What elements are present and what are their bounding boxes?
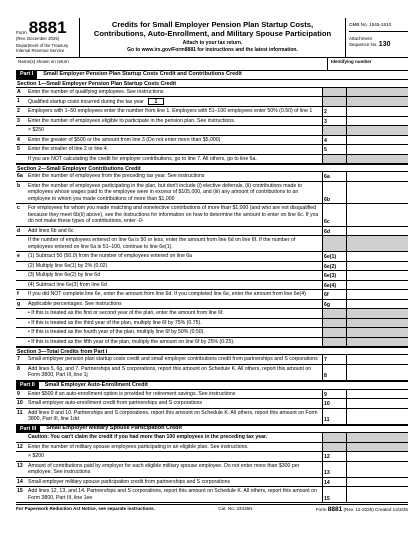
amount-field[interactable] xyxy=(346,390,408,399)
form-line xyxy=(16,88,408,98)
line-description: Add lines 12, 13, and 14. Partnerships and S corporations, report this amount on Schedule K. All others, report this amount on Form 3800, Part III, line 1ee xyxy=(28,488,317,501)
form-line xyxy=(16,117,408,127)
line-description: × $250 xyxy=(28,127,45,134)
amount-field[interactable] xyxy=(346,300,408,309)
line-description: (3) Multiply line 6e(2) by line 6d xyxy=(28,272,101,279)
part2-lines xyxy=(16,390,408,425)
form-line xyxy=(16,390,408,400)
part3-title: Small Employer Military Spouse Participation Credit xyxy=(46,425,182,432)
line-text xyxy=(28,443,322,452)
line-ref-box xyxy=(322,97,346,106)
amount-field[interactable] xyxy=(346,452,408,461)
amount-field[interactable] xyxy=(346,107,408,116)
form-header xyxy=(16,18,408,58)
line-number: c xyxy=(17,205,20,212)
line-text xyxy=(28,204,322,226)
name-row xyxy=(16,58,408,71)
amount-field xyxy=(346,328,408,337)
form-title-line2: Contributions, Auto-Enrollment, and Military Spouse Participation xyxy=(93,29,332,39)
name-field[interactable]: Name(s) shown on return xyxy=(16,58,328,70)
line-description: Small employer pension plan startup costs credit and small employer contributions credit from partnerships and S corporations xyxy=(28,356,318,363)
line-description: Enter the number of employees eligible to participate in the pension plan. See instructions. xyxy=(28,117,236,124)
line-ref-box xyxy=(322,443,346,452)
form-line xyxy=(16,319,408,329)
amount-field[interactable] xyxy=(346,204,408,226)
line-ref-box: 6f xyxy=(322,290,346,299)
form-line xyxy=(16,300,408,310)
amount-field xyxy=(346,443,408,452)
line-number: f xyxy=(17,291,19,298)
line-description: Qualified startup costs incurred during the tax year xyxy=(28,98,144,105)
line-ref-box: 13 xyxy=(322,462,346,477)
form-line xyxy=(16,136,408,146)
amount-field[interactable] xyxy=(346,252,408,261)
amount-field[interactable] xyxy=(346,399,408,408)
line-description: • If this is treated as the first or second year of the plan, enter the amount from line 6f. xyxy=(28,310,224,317)
line-text xyxy=(28,300,322,309)
attachment-label: Attachment xyxy=(349,36,372,41)
form-line xyxy=(16,328,408,338)
line-text xyxy=(28,117,322,126)
line-description: × $200 xyxy=(28,453,45,460)
form-line xyxy=(16,155,408,165)
line-description: Enter the greater of $500 or the amount from line 3 (Do not enter more than $5,000) xyxy=(28,136,221,143)
line-number: d xyxy=(17,227,21,234)
attachment-sequence xyxy=(349,32,408,50)
amount-field xyxy=(346,319,408,328)
line-description: Add lines 6b and 6c xyxy=(28,227,74,234)
line-number xyxy=(16,126,28,135)
line-description: • If this is treated as the fourth year of the plan, multiply line 6f by 50% (0.50). xyxy=(28,329,205,336)
line-description: Enter the smaller of line 2 or line 4. xyxy=(28,146,109,153)
line-text xyxy=(28,182,322,204)
line-ref-box xyxy=(322,236,346,251)
form-line xyxy=(16,145,408,155)
line-description: If you are NOT calculating the credit for employer contributions, go to line 7. All others, go to line 6a. xyxy=(28,155,257,162)
line-number: 15 xyxy=(17,488,23,495)
amount-field[interactable] xyxy=(346,478,408,487)
form-line xyxy=(16,126,408,136)
line-text xyxy=(28,145,322,154)
part1-title: Small Employer Pension Plan Startup Costs Credit and Contributions Credit xyxy=(43,71,242,78)
line-ref-box: 6e(2) xyxy=(322,262,346,271)
line-ref-box: 7 xyxy=(322,355,346,364)
form-line xyxy=(16,172,408,182)
line-text xyxy=(28,97,322,106)
line-ref-box: 6c xyxy=(322,204,346,226)
line-number xyxy=(16,262,28,271)
line-number xyxy=(16,433,28,442)
line-text xyxy=(28,328,322,337)
line-ref-box: 14 xyxy=(322,478,346,487)
form-title-line1: Credits for Small Employer Pension Plan Startup Costs, xyxy=(111,20,314,29)
line-ref-box xyxy=(322,328,346,337)
line-number xyxy=(16,328,28,337)
line-ref-box: 6d xyxy=(322,227,346,236)
line-description: Enter the number of qualifying employees. See instructions xyxy=(28,88,164,95)
line-number xyxy=(16,281,28,290)
section3-title: Section 3—Total Credits from Part I xyxy=(16,347,408,355)
line-text xyxy=(28,399,322,408)
sequence-number: 130 xyxy=(378,41,391,49)
section1-lines xyxy=(16,88,408,165)
amount-field[interactable] xyxy=(346,271,408,280)
line-ref-box: 6e(3) xyxy=(322,271,346,280)
line-number: 14 xyxy=(17,478,23,485)
line-number: 7 xyxy=(17,356,20,363)
line-ref-box: 11 xyxy=(322,409,346,424)
form-line xyxy=(16,97,408,107)
amount-field[interactable] xyxy=(346,487,408,502)
line-description: Caution: You can't claim the credit if you had more than 100 employees in the preceding tax year. xyxy=(28,434,268,441)
form-title-block xyxy=(80,18,346,57)
line-description: Add lines 5, 6g, and 7. Partnerships and S corporations, report this amount on Schedule K. All others, report this amount on Form 3800, Part III, line 1j xyxy=(28,365,312,379)
paperwork-notice: For Paperwork Reduction Act Notice, see separate instructions. xyxy=(16,506,155,512)
goto-note: Go to www.irs.gov/Form8881 for instructions and the latest information. xyxy=(127,47,298,54)
line-text xyxy=(28,355,322,364)
line-description: (4) Subtract line 6e(3) from line 6d xyxy=(28,281,107,288)
footer-revision: (Rev. 12-2025) Created 12/3/25 xyxy=(343,507,408,513)
form-line xyxy=(16,443,408,453)
form-line xyxy=(16,452,408,462)
line-text xyxy=(28,107,322,116)
amount-field[interactable] xyxy=(346,136,408,145)
line-description: Small employer auto-enrollment credit from partnerships and S corporations xyxy=(28,400,203,407)
line-number: 12 xyxy=(17,443,23,450)
section3-lines xyxy=(16,355,408,381)
part2-header xyxy=(16,381,408,390)
line-number: 2 xyxy=(17,108,20,115)
line-description: Add lines 9 and 10. Partnerships and S corporations, report this amount on Schedule K. All others, report this amount on Form 3800, Part III, line 1dd xyxy=(28,409,318,423)
line-ref-box: 12 xyxy=(322,452,346,461)
line-number: 9 xyxy=(17,390,20,397)
identifying-number-field[interactable]: Identifying number xyxy=(331,59,372,64)
line-text xyxy=(28,338,322,347)
amount-field[interactable] xyxy=(346,227,408,236)
amount-field xyxy=(346,236,408,251)
footer-form-number: 8881 xyxy=(327,506,343,514)
line-number xyxy=(16,271,28,280)
line-text xyxy=(28,227,322,236)
amount-field xyxy=(346,309,408,318)
attach-note: Attach to your tax return. xyxy=(182,40,243,47)
line-number: g xyxy=(17,300,21,307)
line-ref-box xyxy=(322,155,346,164)
catalog-number: Cat. No. 33435N xyxy=(218,506,253,512)
line-ref-box: 3 xyxy=(322,117,346,126)
form-line xyxy=(16,365,408,381)
line-text xyxy=(28,88,322,97)
form-word: Form xyxy=(16,30,27,36)
line-description: Employers with 1–50 employees enter the number from line 1. Employers with 51–100 employees enter 50% (0.50) of line 1 xyxy=(28,108,313,115)
part2-title: Small Employer Auto-Enrollment Credit xyxy=(44,381,148,388)
form-footer xyxy=(16,504,408,514)
line-text xyxy=(28,487,322,502)
line-description: For employees for whom you made matching and nonelective contributions of more than $1,000 (and who are not disqualified because they meet 6b(ii) above), see the instructions for information on how to determine the amount to enter on line 6c. If you do not make these types of contributions, enter -0- xyxy=(28,205,319,225)
line-description: Enter the number of employees participating in the plan, but don't include (i) elective deferrals, (ii) contributions made to employees whose wages paid to the employee were in excess of $105,000, and (iii) any amount of contributions to an employee to whom you made contributions of more than $1,000 xyxy=(28,182,303,202)
line-text xyxy=(28,126,322,135)
line-text xyxy=(28,252,322,261)
form-line xyxy=(16,204,408,227)
line-ref-box: 10 xyxy=(322,399,346,408)
sequence-label: Sequence No. xyxy=(349,42,378,48)
amount-field xyxy=(346,433,408,442)
line-description: Enter the number of employees from the preceding tax year. See instructions xyxy=(28,173,205,180)
line-ref-box xyxy=(322,88,346,97)
line-description: Small employer military spouse participation credit from partnerships and S corporations xyxy=(28,478,231,485)
line-text xyxy=(28,452,322,461)
amount-field[interactable] xyxy=(346,462,408,477)
line-ref-box: 2 xyxy=(322,107,346,116)
line-number: 5 xyxy=(17,146,20,153)
line-description: (1) Subtract 50 (50.0) from the number of employees entered on line 6a xyxy=(28,253,193,260)
line-text xyxy=(28,281,322,290)
form-line xyxy=(16,487,408,503)
revision-date: (Rev. December 2025) xyxy=(16,36,60,41)
amount-field xyxy=(346,97,408,106)
line-ref-box: 15 xyxy=(322,487,346,502)
line-ref-box xyxy=(322,126,346,135)
form-line xyxy=(16,409,408,425)
part2-label: Part II xyxy=(16,382,39,389)
amount-field[interactable] xyxy=(346,145,408,154)
amount-field[interactable] xyxy=(346,117,408,126)
line-number xyxy=(16,236,28,251)
department: Department of the Treasury xyxy=(16,43,69,49)
line-text xyxy=(28,478,322,487)
line-number: 10 xyxy=(17,400,23,407)
line-number: 3 xyxy=(17,117,20,124)
section2-title: Section 2—Small Employer Contributions Credit xyxy=(16,164,408,172)
omb-block xyxy=(346,18,408,57)
line-number xyxy=(16,309,28,318)
form-number: 8881 xyxy=(28,18,67,37)
line-ref-box: 6a xyxy=(322,172,346,181)
line-ref-box: 4 xyxy=(322,136,346,145)
line-ref-box: 6e(4) xyxy=(322,281,346,290)
part3-lines xyxy=(16,433,408,503)
amount-field[interactable] xyxy=(346,409,408,424)
line-number: 6a xyxy=(17,173,23,180)
form-line xyxy=(16,478,408,488)
line-text xyxy=(28,462,322,477)
part1-header xyxy=(16,71,408,80)
irs-label: Internal Revenue Service xyxy=(16,48,65,54)
line-text xyxy=(28,136,322,145)
line-description: (2) Multiply line 6e(1) by 2% (0.02) xyxy=(28,262,108,269)
form-id-block xyxy=(16,18,80,57)
amount-field[interactable] xyxy=(346,182,408,204)
part1-label: Part I xyxy=(16,71,37,79)
amount-field[interactable] xyxy=(346,262,408,271)
line-number: 4 xyxy=(17,136,20,143)
amount-field xyxy=(346,155,408,164)
line-description: Enter the number of military spouse employees participating in an eligible plan. See instructions. xyxy=(28,443,249,450)
amount-field[interactable] xyxy=(346,172,408,181)
line-text xyxy=(28,309,322,318)
form-line xyxy=(16,271,408,281)
form-line xyxy=(16,252,408,262)
line-ref-box: 6b xyxy=(322,182,346,204)
form-line xyxy=(16,262,408,272)
line-number: A xyxy=(17,88,21,95)
part3-header xyxy=(16,425,408,434)
amount-field xyxy=(346,338,408,347)
line-number xyxy=(16,155,28,164)
line-text xyxy=(28,365,322,380)
line-text xyxy=(28,271,322,280)
line-ref-box xyxy=(322,433,346,442)
line-text xyxy=(28,172,322,181)
form-line xyxy=(16,182,408,205)
amount-field xyxy=(346,88,408,97)
line-number: e xyxy=(17,253,20,260)
form-line xyxy=(16,227,408,237)
amount-field[interactable] xyxy=(346,355,408,364)
line-description: • If this is treated as the fifth year of the plan, multiply the amount on line 6f by 25% (0.25). xyxy=(28,338,235,345)
line-number: 1 xyxy=(17,98,20,105)
form-line xyxy=(16,290,408,300)
form-line xyxy=(16,281,408,291)
form-line xyxy=(16,462,408,478)
footer-form-id xyxy=(316,506,408,514)
line-text xyxy=(28,390,322,399)
form-line xyxy=(16,236,408,252)
line-number: 13 xyxy=(17,462,23,469)
line-text xyxy=(28,433,322,442)
line-text xyxy=(28,409,322,424)
line-ref-box xyxy=(322,338,346,347)
line-number: b xyxy=(17,182,21,189)
line-number: 8 xyxy=(17,365,20,372)
line-text xyxy=(28,155,322,164)
line-description: • If this is treated as the third year of the plan, multiply line 6f by 75% (0.75). xyxy=(28,319,202,326)
line-text xyxy=(28,236,322,251)
section1-title: Section 1—Small Employer Pension Plan Startup Costs Credit xyxy=(16,80,408,88)
footer-form-word: Form xyxy=(315,507,327,513)
inline-entry-box[interactable]: 1 xyxy=(148,98,164,105)
form-page xyxy=(16,18,408,514)
line-description: Amount of contributions paid by employer for each eligible military spouse employee. Do not enter more than $300 per employee. See instructions xyxy=(28,462,300,476)
form-line xyxy=(16,355,408,365)
amount-field[interactable] xyxy=(346,281,408,290)
amount-field[interactable] xyxy=(346,365,408,380)
line-description: Enter $500 if an auto-enrollment option is provided for retirement savings. See instructions xyxy=(28,390,236,397)
form-line xyxy=(16,433,408,443)
omb-number: OMB No. 1545-1810 xyxy=(349,18,408,32)
line-ref-box: 5 xyxy=(322,145,346,154)
form-line xyxy=(16,399,408,409)
line-ref-box xyxy=(322,319,346,328)
line-ref-box: 6g xyxy=(322,300,346,309)
line-description: If you did NOT complete line 6e, enter the amount from line 6d. If you completed line 6e, enter the amount from line 6e(4) xyxy=(28,291,306,298)
form-line xyxy=(16,309,408,319)
form-line xyxy=(16,338,408,348)
line-text xyxy=(28,290,322,299)
part3-label: Part III xyxy=(16,426,40,433)
line-ref-box xyxy=(322,309,346,318)
line-ref-box: 9 xyxy=(322,390,346,399)
line-text xyxy=(28,319,322,328)
line-description: If the number of employees entered on line 6a is 50 or less, enter the amount from line 6d on line 6f. If the number of employees entered on line 6a is 51–100, continue to line 6e(1). xyxy=(28,237,296,250)
line-number xyxy=(16,338,28,347)
line-ref-box: 6e(1) xyxy=(322,252,346,261)
line-description: Applicable percentages. See instructions xyxy=(28,300,122,307)
amount-field[interactable] xyxy=(346,290,408,299)
line-ref-box: 8 xyxy=(322,365,346,380)
section2-lines xyxy=(16,172,408,347)
line-text xyxy=(28,262,322,271)
line-number: 11 xyxy=(17,409,23,416)
form-line xyxy=(16,107,408,117)
amount-field xyxy=(346,126,408,135)
line-number xyxy=(16,452,28,461)
line-number xyxy=(16,319,28,328)
